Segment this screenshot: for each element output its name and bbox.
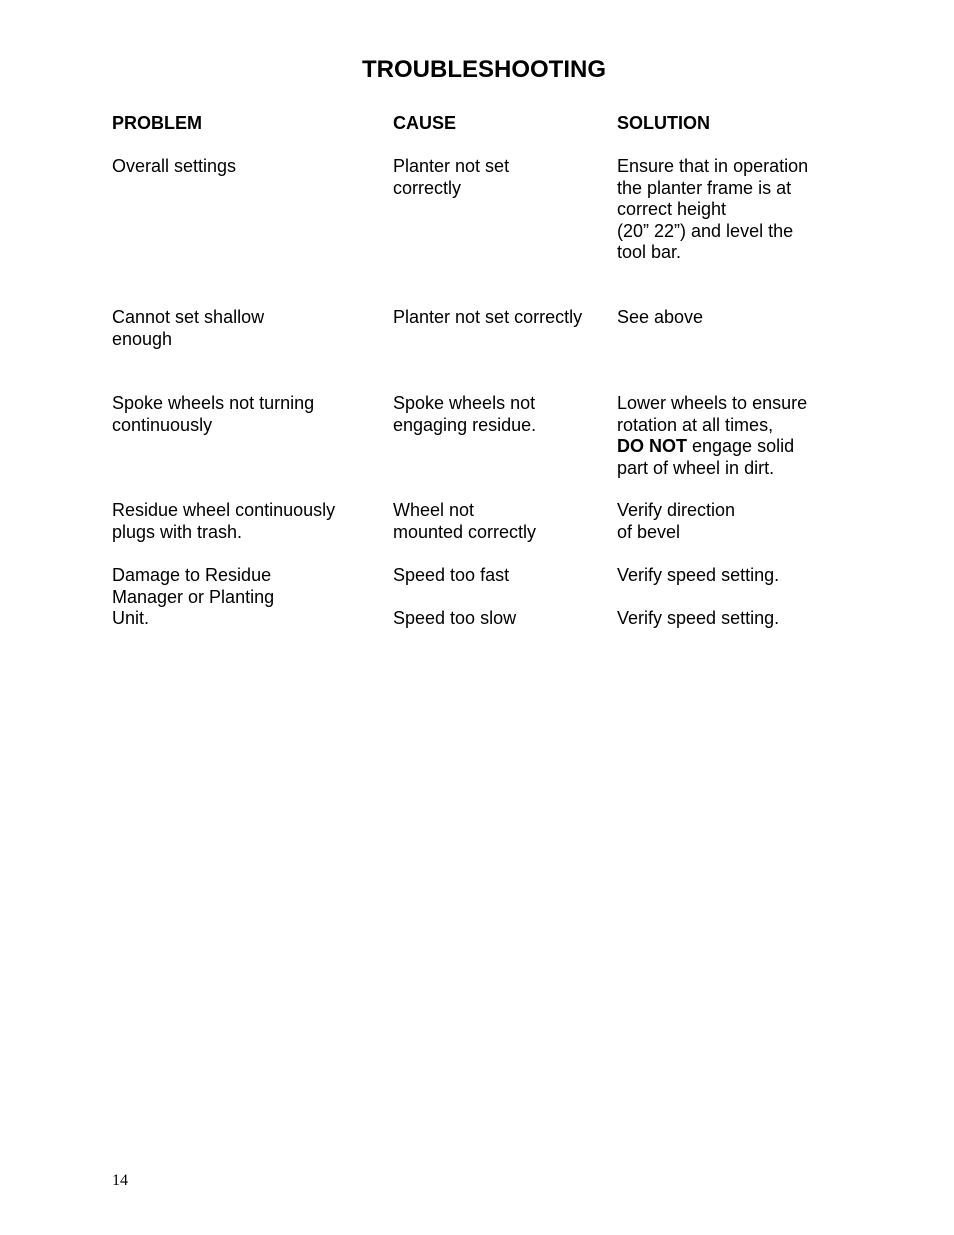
row4-solution-line: Verify direction bbox=[617, 500, 736, 520]
row3-solution-line: part of wheel in dirt. bbox=[617, 457, 775, 478]
row3-cause-line: Spoke wheels not bbox=[393, 393, 536, 413]
row4-cause-line: Wheel not bbox=[393, 500, 475, 520]
row3-cause-line: engaging residue. bbox=[393, 414, 537, 435]
row3-problem-line: continuously bbox=[112, 414, 213, 435]
row2-solution-line: See above bbox=[617, 307, 704, 327]
row4-problem-line: plugs with trash. bbox=[112, 521, 243, 542]
row4-problem-line: Residue wheel continuously bbox=[112, 500, 336, 520]
row2-cause bbox=[393, 307, 582, 329]
row1-solution bbox=[617, 156, 808, 264]
row3-cause bbox=[393, 393, 536, 436]
row3-solution-after-bold: engage solid bbox=[687, 436, 795, 456]
row3-solution-line: rotation at all times, bbox=[617, 414, 774, 435]
header-problem: PROBLEM bbox=[112, 113, 202, 133]
header-cause: CAUSE bbox=[393, 113, 457, 133]
row5-solution-fast: Verify speed setting. bbox=[617, 565, 780, 585]
row2-problem-line: Cannot set shallow bbox=[112, 307, 265, 327]
row3-solution bbox=[617, 393, 807, 479]
row1-cause bbox=[393, 156, 509, 199]
row1-solution-line: correct height bbox=[617, 199, 727, 219]
row5-cause-fast: Speed too fast bbox=[393, 565, 510, 585]
row5-problem bbox=[112, 565, 274, 630]
row2-problem-line: enough bbox=[112, 328, 173, 349]
row1-solution-line: the planter frame is at bbox=[617, 177, 792, 198]
row4-solution bbox=[617, 500, 735, 543]
row5-solution-slow: Verify speed setting. bbox=[617, 608, 780, 628]
row4-problem bbox=[112, 500, 335, 543]
row5-problem-line: Unit. bbox=[112, 608, 150, 628]
row3-problem bbox=[112, 393, 314, 436]
row4-solution-line: of bevel bbox=[617, 521, 681, 542]
row1-problem bbox=[112, 156, 236, 178]
row3-solution-line bbox=[617, 436, 807, 458]
row2-problem bbox=[112, 307, 264, 350]
row5-problem-line: Manager or Planting bbox=[112, 586, 275, 607]
row1-solution-line: Ensure that in operation bbox=[617, 156, 809, 176]
header-solution: SOLUTION bbox=[617, 113, 710, 133]
page-number: 14 bbox=[112, 1172, 128, 1189]
row2-solution bbox=[617, 307, 703, 329]
row3-solution-line: Lower wheels to ensure bbox=[617, 393, 808, 413]
row3-problem-line: Spoke wheels not turning bbox=[112, 393, 315, 413]
row5-cause-slow: Speed too slow bbox=[393, 608, 517, 628]
page-title: TROUBLESHOOTING bbox=[362, 56, 606, 83]
do-not-emphasis: DO NOT bbox=[617, 436, 687, 456]
row2-cause-line: Planter not set correctly bbox=[393, 307, 583, 327]
row1-cause-line: correctly bbox=[393, 177, 462, 198]
row4-cause bbox=[393, 500, 536, 543]
row1-cause-line: Planter not set bbox=[393, 156, 510, 176]
row1-problem-line: Overall settings bbox=[112, 156, 237, 176]
row4-cause-line: mounted correctly bbox=[393, 521, 537, 542]
row1-solution-line: (20” 22”) and level the bbox=[617, 220, 794, 241]
row1-solution-line: tool bar. bbox=[617, 242, 682, 262]
row5-problem-line: Damage to Residue bbox=[112, 565, 272, 585]
